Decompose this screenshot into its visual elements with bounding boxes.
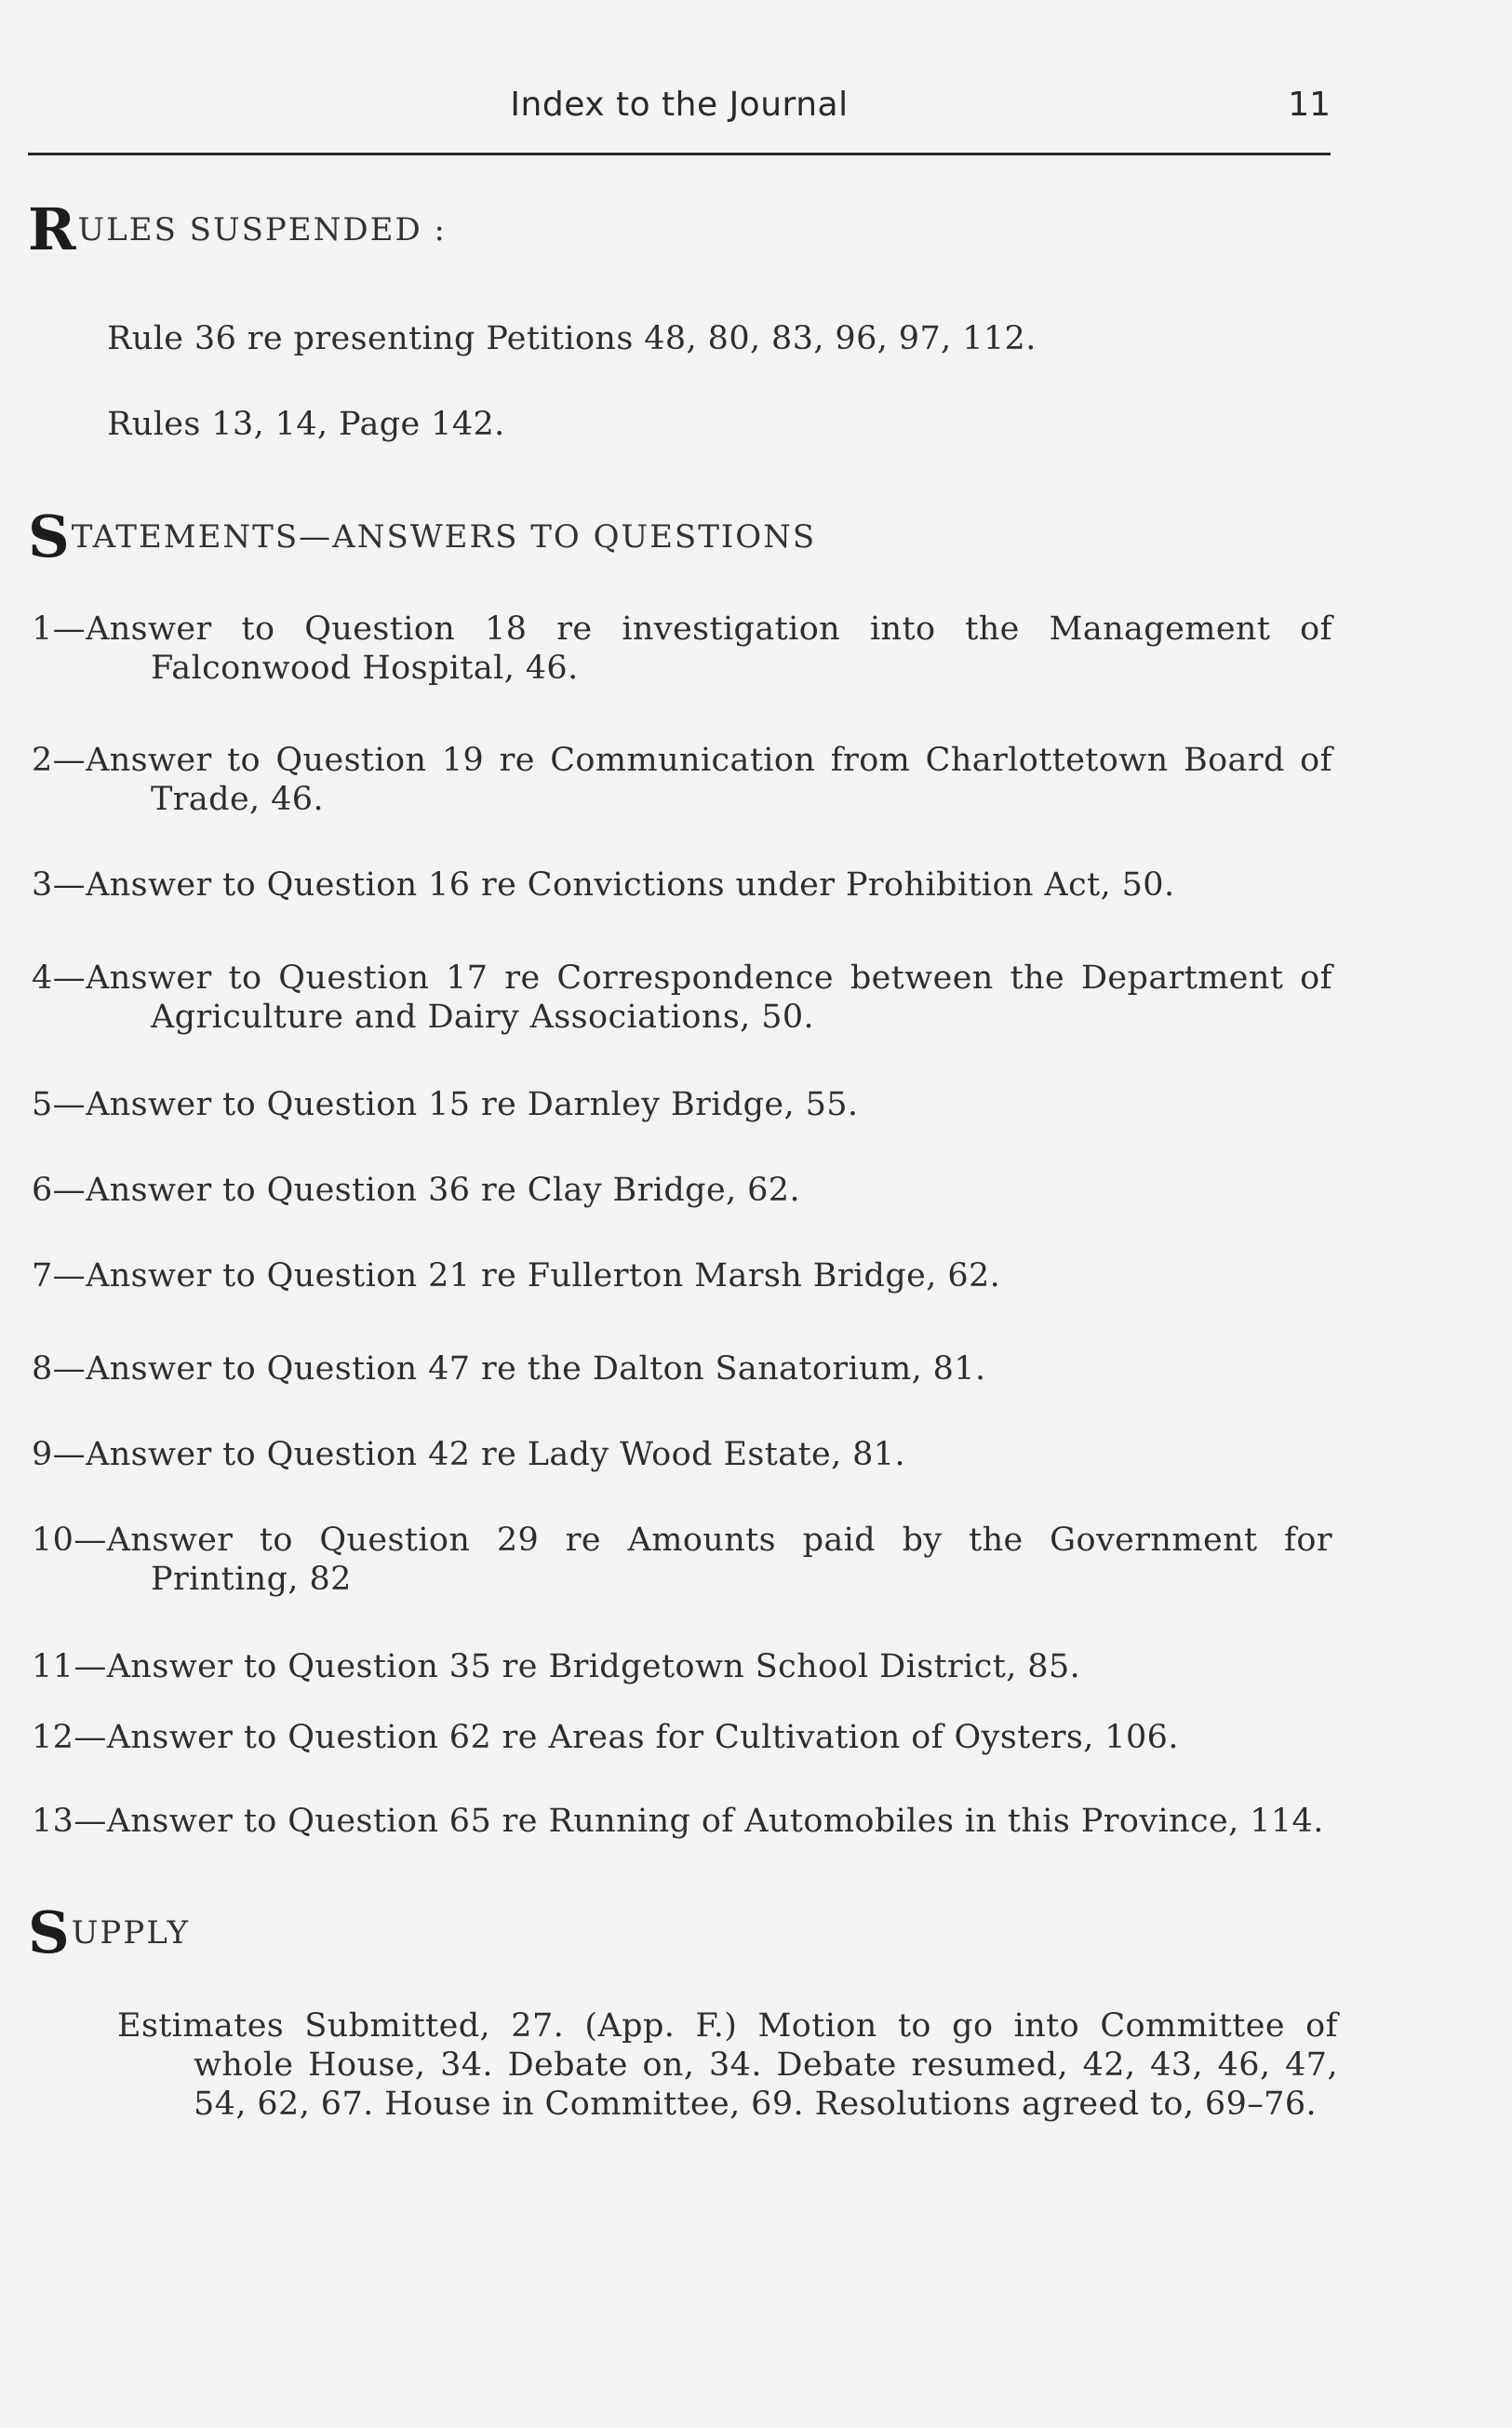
statement-entry: 2—Answer to Question 19 re Communication from Charlottetown Board of Trade, 46. xyxy=(32,742,1332,818)
statement-entry: 1—Answer to Question 18 re investigation into the Management of Falconwood Hospital, 46. xyxy=(32,610,1332,687)
page-number: 11 xyxy=(1288,86,1331,124)
statement-entry: 13—Answer to Question 65 re Running of Automobiles in this Province, 114. xyxy=(32,1803,1324,1840)
statement-entry: 4—Answer to Question 17 re Correspondence between the Department of Agriculture and Dairy Associations, 50. xyxy=(32,959,1332,1036)
statement-entry: 8—Answer to Question 47 re the Dalton Sanatorium, 81. xyxy=(32,1350,986,1388)
section-heading-supply xyxy=(28,1898,190,1966)
statement-entry: 11—Answer to Question 35 re Bridgetown School District, 85. xyxy=(32,1648,1081,1685)
running-title: Index to the Journal xyxy=(510,86,849,124)
statement-entry: 9—Answer to Question 42 re Lady Wood Estate, 81. xyxy=(32,1436,905,1473)
statement-entry: 10—Answer to Question 29 re Amounts paid by the Government for Printing, 82 xyxy=(32,1522,1332,1598)
statement-entry: 6—Answer to Question 36 re Clay Bridge, 62. xyxy=(32,1172,800,1209)
heading-initial: R xyxy=(28,195,76,263)
heading-text: TATEMENTS—ANSWERS TO QUESTIONS xyxy=(71,518,817,556)
rules-line: Rule 36 re presenting Petitions 48, 80, 83, 96, 97, 112. xyxy=(107,320,1037,357)
supply-paragraph: Estimates Submitted, 27. (App. F.) Motion to go into Committee of whole House, 34. Debate on, 34. Debate resumed, 42, 43, 46, 47, 54, 62, 67. House in Committee, 69. Resolutions agreed to, 69–76. xyxy=(117,2007,1338,2123)
rules-line: Rules 13, 14, Page 142. xyxy=(107,406,505,443)
header-rule xyxy=(28,153,1331,155)
statement-entry: 7—Answer to Question 21 re Fullerton Marsh Bridge, 62. xyxy=(32,1257,1001,1294)
heading-text: ULES SUSPENDED : xyxy=(77,211,447,248)
heading-initial: S xyxy=(28,1898,70,1966)
statement-entry: 3—Answer to Question 16 re Convictions under Prohibition Act, 50. xyxy=(32,866,1175,904)
running-head xyxy=(28,86,1331,132)
heading-initial: S xyxy=(28,503,70,570)
section-heading-statements xyxy=(28,503,816,570)
section-heading-rules-suspended xyxy=(28,195,447,263)
statement-entry: 5—Answer to Question 15 re Darnley Bridge, 55. xyxy=(32,1086,859,1123)
heading-text: UPPLY xyxy=(71,1914,191,1952)
statement-entry: 12—Answer to Question 62 re Areas for Cultivation of Oysters, 106. xyxy=(32,1719,1179,1756)
